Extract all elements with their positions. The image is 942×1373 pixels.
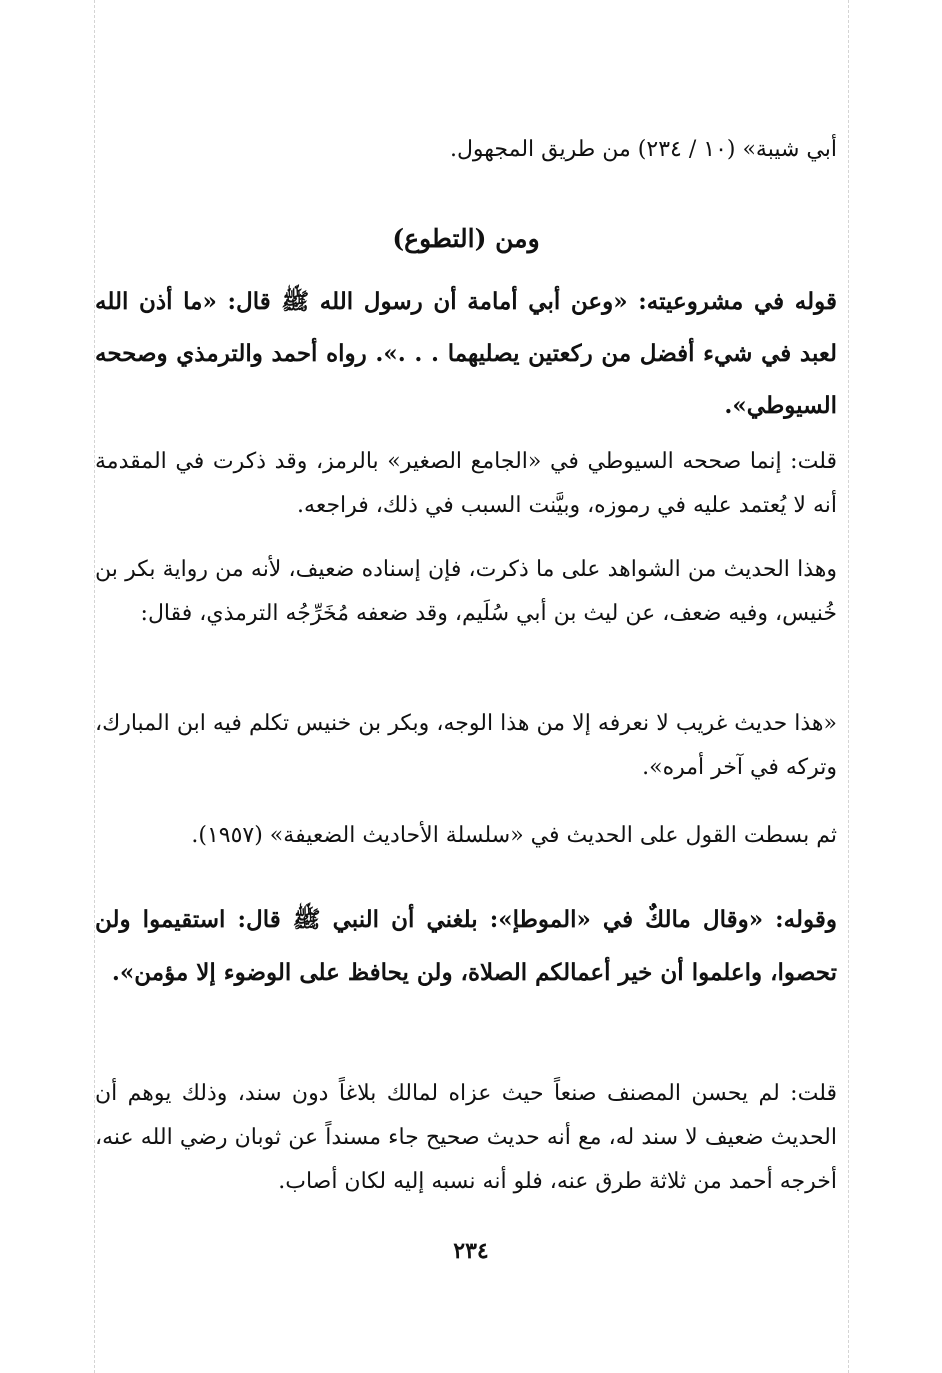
reference-paragraph: ثم بسطت القول على الحديث في «سلسلة الأحاديث الضعيفة» (١٩٥٧). <box>191 823 837 848</box>
section-heading: ومن (التطوع) <box>392 224 540 253</box>
page-number: ٢٣٤ <box>453 1238 489 1264</box>
quoted-paragraph: وقوله: «وقال مالكٌ في «الموطإ»: بلغني أن النبي ﷺ قال: استقيموا ولن تحصوا، واعلموا أن خير أعمالكم الصلاة، ولن يحافظ على الوضوء إلا مؤمن». <box>95 906 837 986</box>
commentary-paragraph: قلت: لم يحسن المصنف صنعاً حيث عزاه لمالك بلاغاً دون سند، وذلك يوهم أن الحديث ضعيف لا سند له، مع أنه حديث صحيح جاء مسنداً عن ثوبان رضي الله عنه، أخرجه أحمد من ثلاثة طرق عنه، فلو أنه نسبه إليه لكان أصاب. <box>95 1081 837 1194</box>
quoted-paragraph: قوله في مشروعيته: «وعن أبي أمامة أن رسول الله ﷺ قال: «ما أذن الله لعبد في شيء أفضل من ركعتين يصليهما . . .». رواه أحمد والترمذي وصححه السيوطي». <box>95 288 837 419</box>
commentary-paragraph: وهذا الحديث من الشواهد على ما ذكرت، فإن إسناده ضعيف، لأنه من رواية بكر بن خُنيس، وفيه ضعف، عن ليث بن أبي سُلَيم، وقد ضعفه مُخَرِّجُه الترمذي، فقال: <box>95 557 837 626</box>
continuation-line: أبي شيبة» (١٠ / ٢٣٤) من طريق المجهول. <box>449 137 837 162</box>
commentary-paragraph: قلت: إنما صححه السيوطي في «الجامع الصغير» بالرمز، وقد ذكرت في المقدمة أنه لا يُعتمد عليه في رموزه، وبيَّنت السبب في ذلك، فراجعه. <box>95 449 837 518</box>
quotation-paragraph: «هذا حديث غريب لا نعرفه إلا من هذا الوجه، وبكر بن خنيس تكلم فيه ابن المبارك، وتركه في آخر أمره». <box>95 711 837 780</box>
scan-guide-line <box>848 0 849 1373</box>
